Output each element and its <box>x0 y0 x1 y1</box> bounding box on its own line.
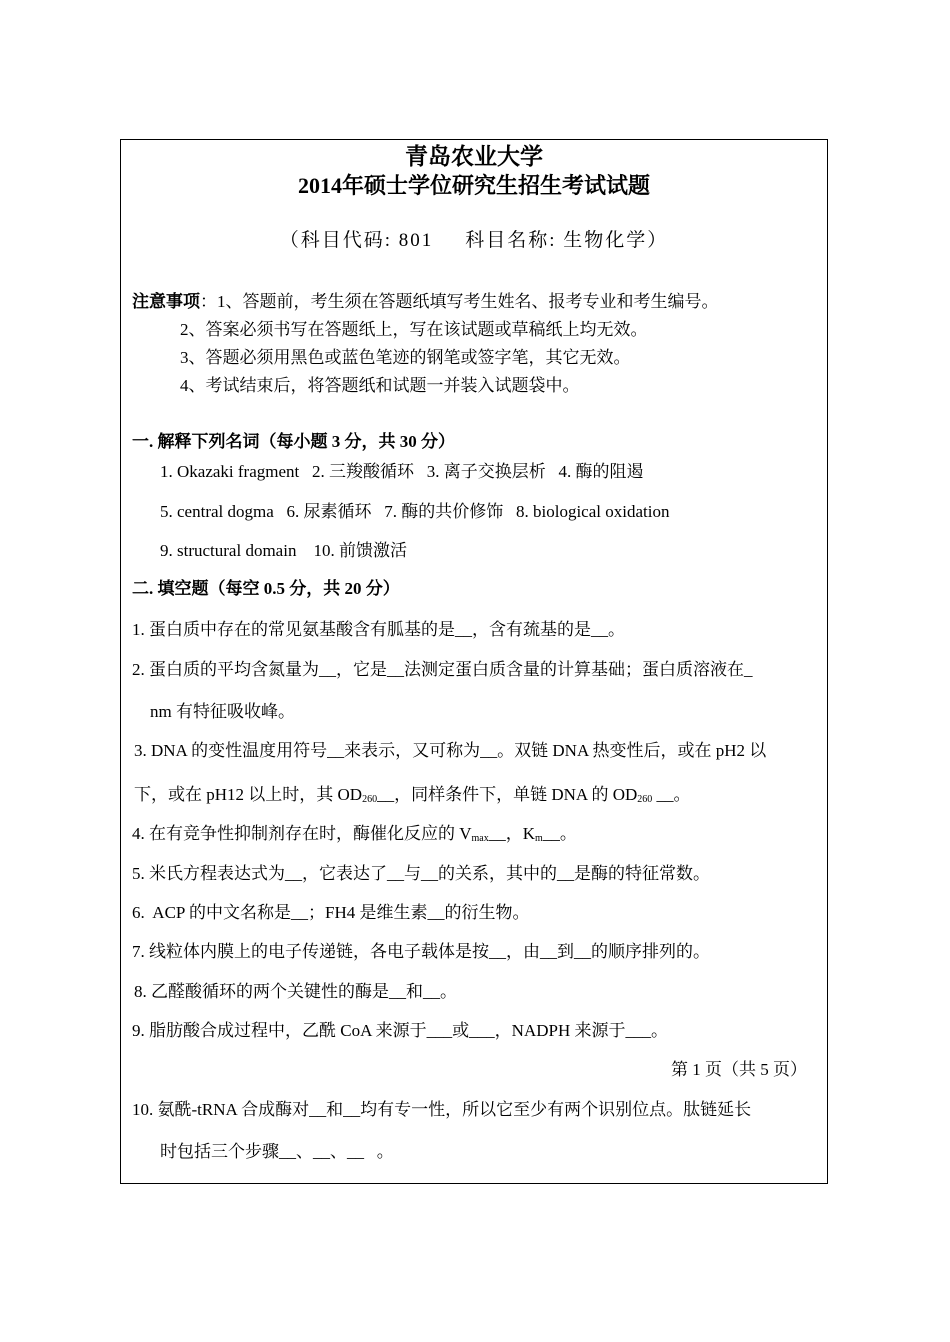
subject-name: 科目名称: 生物化学） <box>465 230 669 251</box>
question-4: 4. 在有竞争性抑制剂存在时，酶催化反应的 $V_{max}\_\_$，$K_m\_\_$。 <box>132 824 577 844</box>
question-10-line-1: 10. 氨酰-tRNA 合成酶对__和__均有专一性，所以它至少有两个识别位点。肽链延长 <box>132 1100 752 1119</box>
notes-item-1: 注意事项：1、答题前，考生须在答题纸填写考生姓名、报考专业和考生编号。 <box>132 292 719 311</box>
question-8: 8. 乙醛酸循环的两个关键性的酶是__和__。 <box>134 982 457 1001</box>
section1-row-2: 5. central dogma 6. 尿素循环 7. 酶的共价修饰 8. biological oxidation <box>160 502 670 521</box>
notes-item-3: 3、答题必须用黑色或蓝色笔迹的钢笔或签字笔，其它无效。 <box>180 348 631 367</box>
exam-title: 2014年硕士学位研究生招生考试试题 <box>297 173 650 198</box>
question-7: 7. 线粒体内膜上的电子传递链，各电子载体是按__，由__到__的顺序排列的。 <box>132 942 710 961</box>
page-number: 第 1 页（共 5 页） <box>671 1060 807 1079</box>
notes-item-2: 2、答案必须书写在答题纸上，写在该试题或草稿纸上均无效。 <box>180 320 648 339</box>
subject-code: （科目代码: 801 <box>279 230 434 251</box>
question-3-line-1: 3. DNA 的变性温度用符号__来表示，又可称为__。双链 DNA 热变性后，或在 pH2 以 <box>134 741 767 760</box>
question-2-line-2: nm 有特征吸收峰。 <box>150 702 295 721</box>
question-5: 5. 米氏方程表达式为__，它表达了__与__的关系，其中的__是酶的特征常数。 <box>132 864 710 883</box>
question-2-line-1: 2. 蛋白质的平均含氮量为__，它是__法测定蛋白质含量的计算基础；蛋白质溶液在_ <box>132 660 753 679</box>
notes-item-4: 4、考试结束后，将答题纸和试题一并装入试题袋中。 <box>180 376 580 395</box>
subject-info <box>121 228 827 254</box>
section1-row-3: 9. structural domain 10. 前馈激活 <box>160 541 407 560</box>
question-9: 9. 脂肪酸合成过程中，乙酰 CoA 来源于___或___，NADPH 来源于___。 <box>132 1021 668 1040</box>
question-6: 6. ACP 的中文名称是__；FH4 是维生素__的衍生物。 <box>132 903 530 922</box>
university-name: 青岛农业大学 <box>405 144 543 169</box>
question-10-line-2: 时包括三个步骤__、__、__ 。 <box>160 1142 394 1161</box>
question-1: 1. 蛋白质中存在的常见氨基酸含有胍基的是__，含有巯基的是__。 <box>132 620 625 639</box>
section2-heading: 二. 填空题（每空 0.5 分，共 20 分） <box>132 579 400 598</box>
section1-row-1: 1. Okazaki fragment 2. 三羧酸循环 3. 离子交换层析 4. 酶的阻遏 <box>160 462 644 481</box>
exam-page-frame <box>120 139 828 1184</box>
question-3-line-2: 下，或在 pH12 以上时，其 $OD_{260}\_\_$，同样条件下，单链 DNA 的 $OD_{260}$ __。 <box>134 785 691 805</box>
section1-heading: 一. 解释下列名词（每小题 3 分，共 30 分） <box>132 432 455 451</box>
notes-label: 注意事项 <box>132 292 200 311</box>
